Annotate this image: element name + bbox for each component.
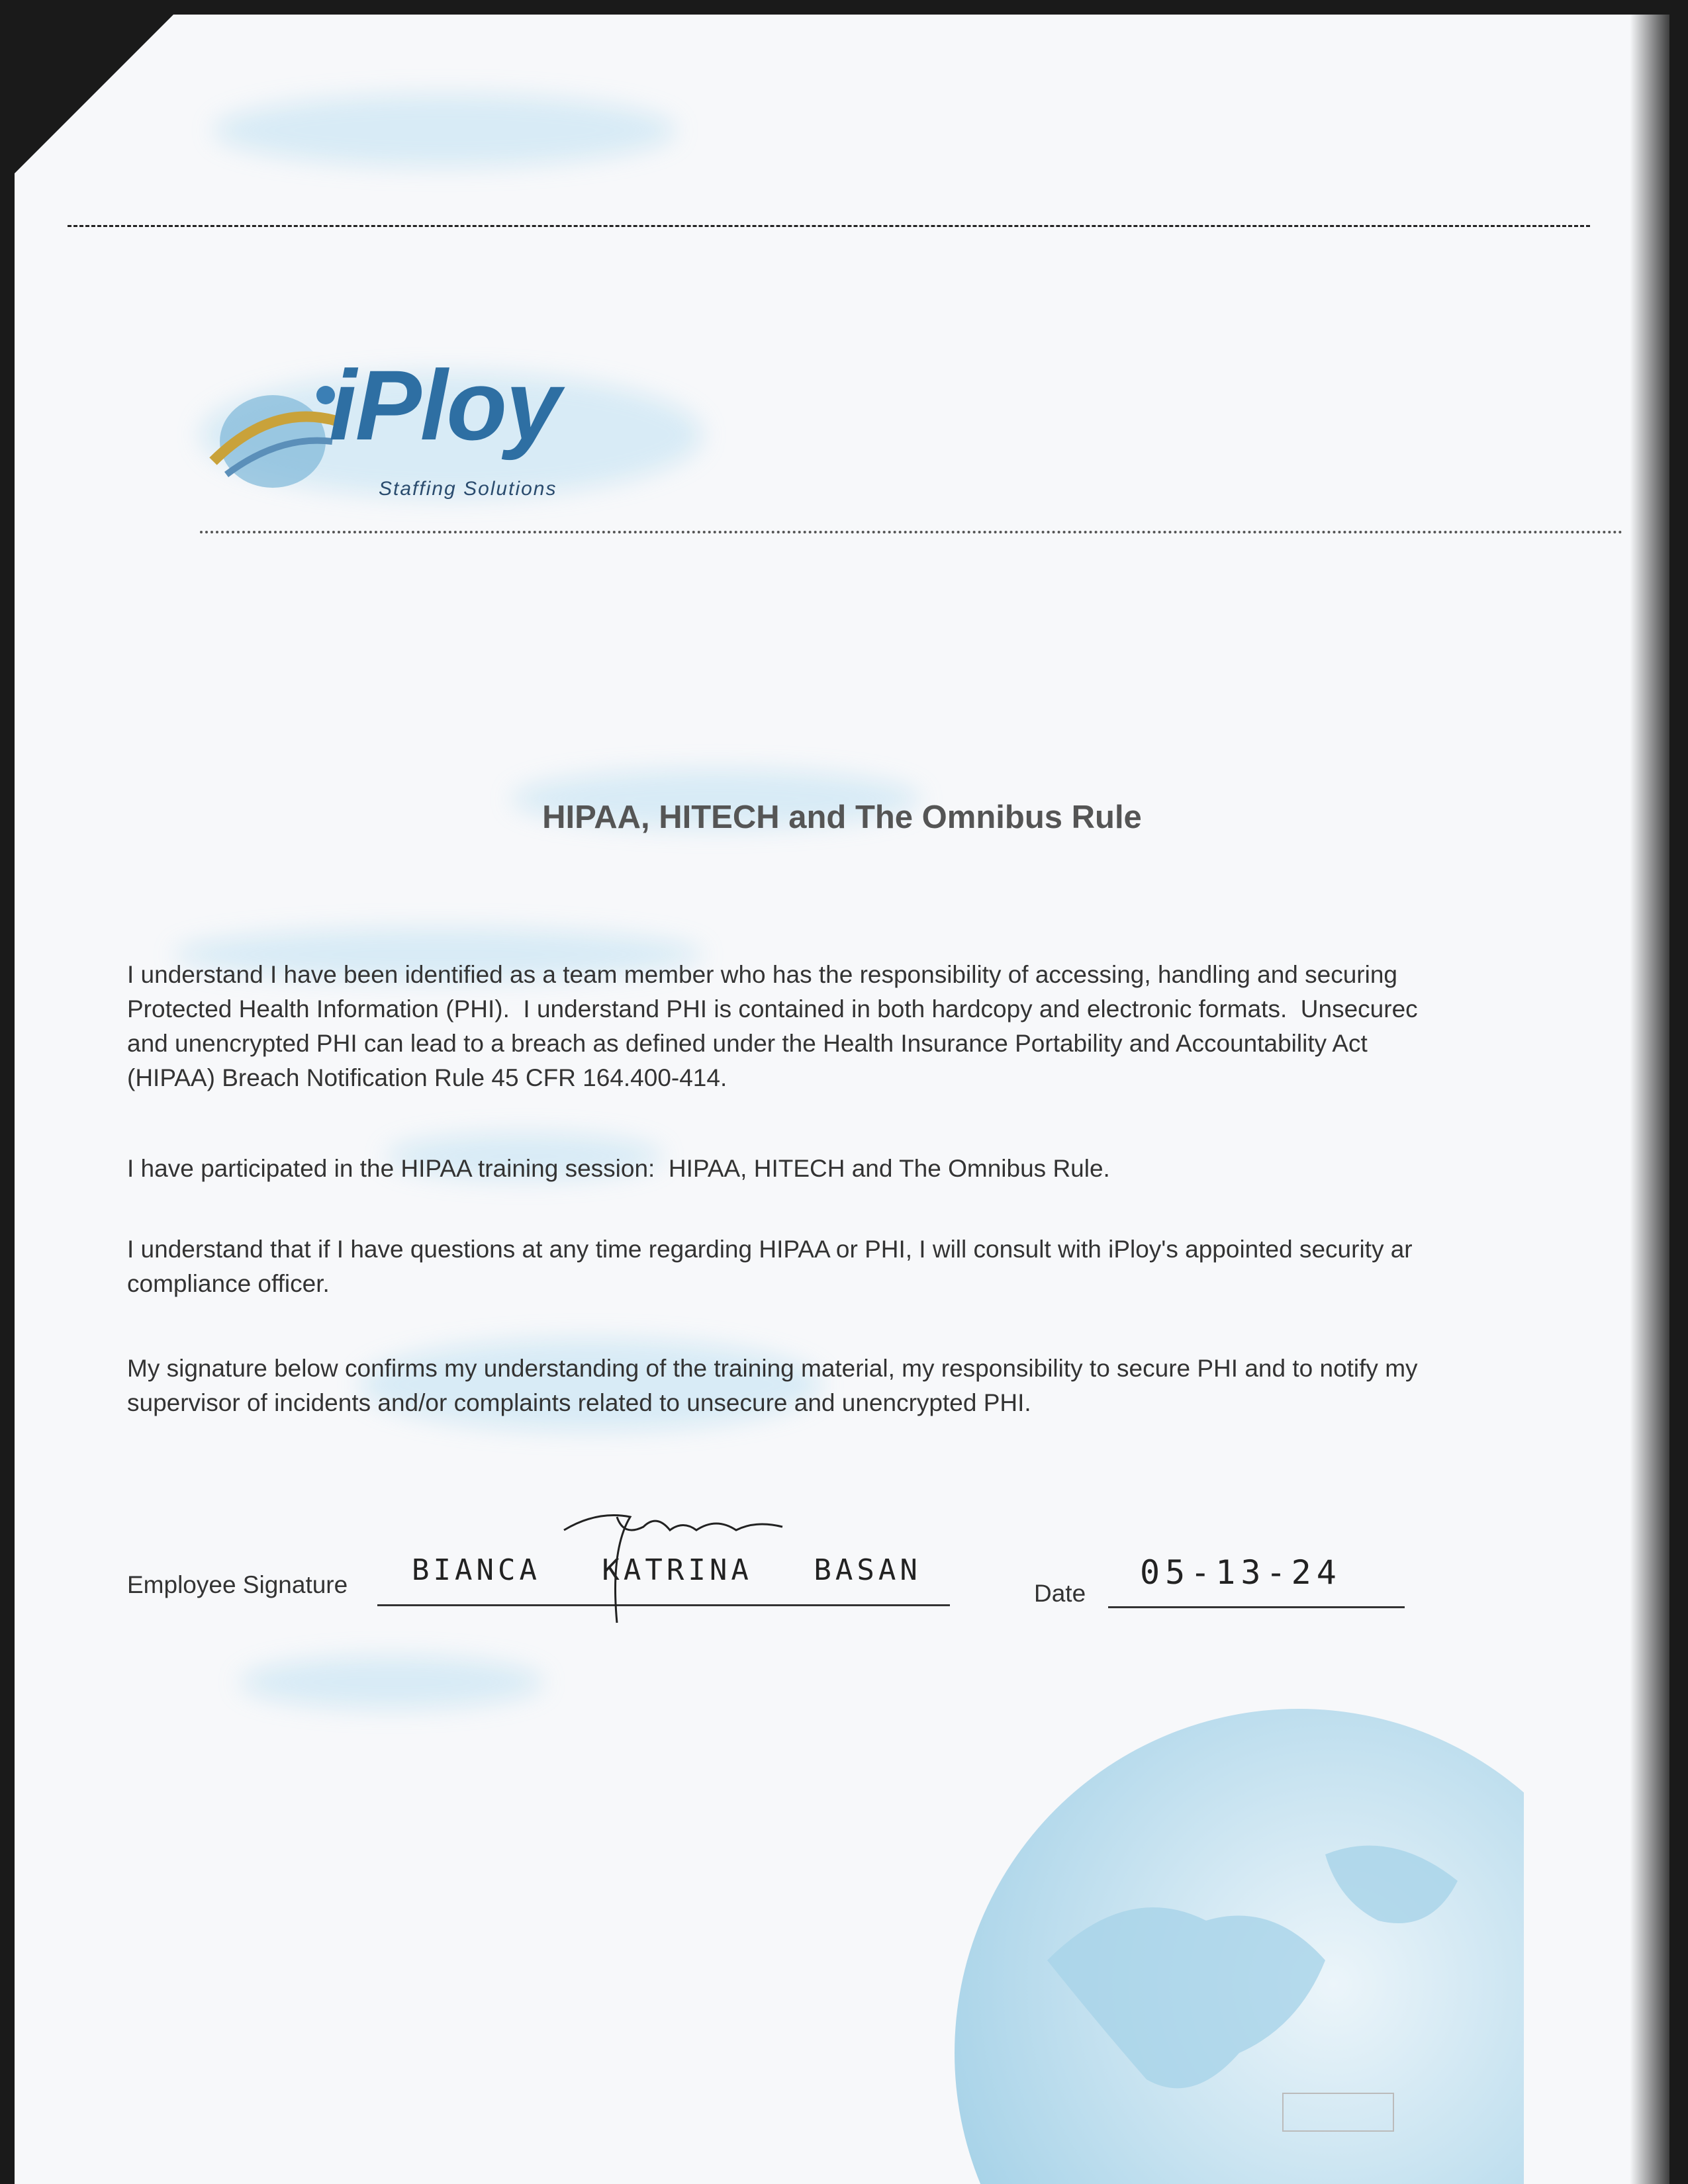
- paragraph-confirmation: My signature below confirms my understanding of the training material, my responsibility to secure PHI and to notify my supervisor of incidents and/or complaints related to unsecure and unencrypted PHI.: [127, 1355, 1418, 1416]
- paragraph-questions: I understand that if I have questions at any time regarding HIPAA or PHI, I will consult with iPloy's appointed security ar compliance officer.: [127, 1236, 1413, 1297]
- scanned-page: [15, 15, 1669, 2184]
- date-value: 05-13-24: [1140, 1553, 1342, 1592]
- document-title: HIPAA, HITECH and The Omnibus Rule: [542, 799, 1142, 835]
- signature-printed-name: BIANCA KATRINA BASAN: [412, 1553, 921, 1587]
- date-line: [1108, 1606, 1405, 1608]
- handwritten-signature: [557, 1490, 796, 1636]
- toner-smudge: [213, 94, 677, 167]
- logo-dotted-rule: [200, 531, 1623, 533]
- toner-smudge: [240, 1656, 544, 1709]
- folded-corner: [15, 15, 173, 173]
- logo-tagline: Staffing Solutions: [379, 478, 557, 500]
- logo-brand-text: iPloy: [329, 349, 560, 461]
- signature-label: Employee Signature: [127, 1571, 348, 1598]
- date-label: Date: [1034, 1580, 1086, 1607]
- header-rule: [68, 225, 1590, 227]
- blank-box: [1282, 2093, 1394, 2132]
- company-logo: [200, 349, 677, 527]
- globe-watermark: [928, 1682, 1524, 2184]
- paragraph-training: I have participated in the HIPAA training session: HIPAA, HITECH and The Omnibus Rule.: [127, 1155, 1110, 1182]
- paragraph-responsibility: I understand I have been identified as a team member who has the responsibility of accessing, handling and securing Protected Health Information (PHI). I understand PHI is contained in both hardcopy and electronic formats. Unsecurec and unencrypted PHI can lead to a breach as defined under the Health Insurance Portability and Accountability Act (HIPAA) Breach Notification Rule 45 CFR 164.400-414.: [127, 961, 1418, 1091]
- scan-edge-shadow: [1630, 15, 1669, 2184]
- globe-swoosh-icon: [200, 375, 346, 508]
